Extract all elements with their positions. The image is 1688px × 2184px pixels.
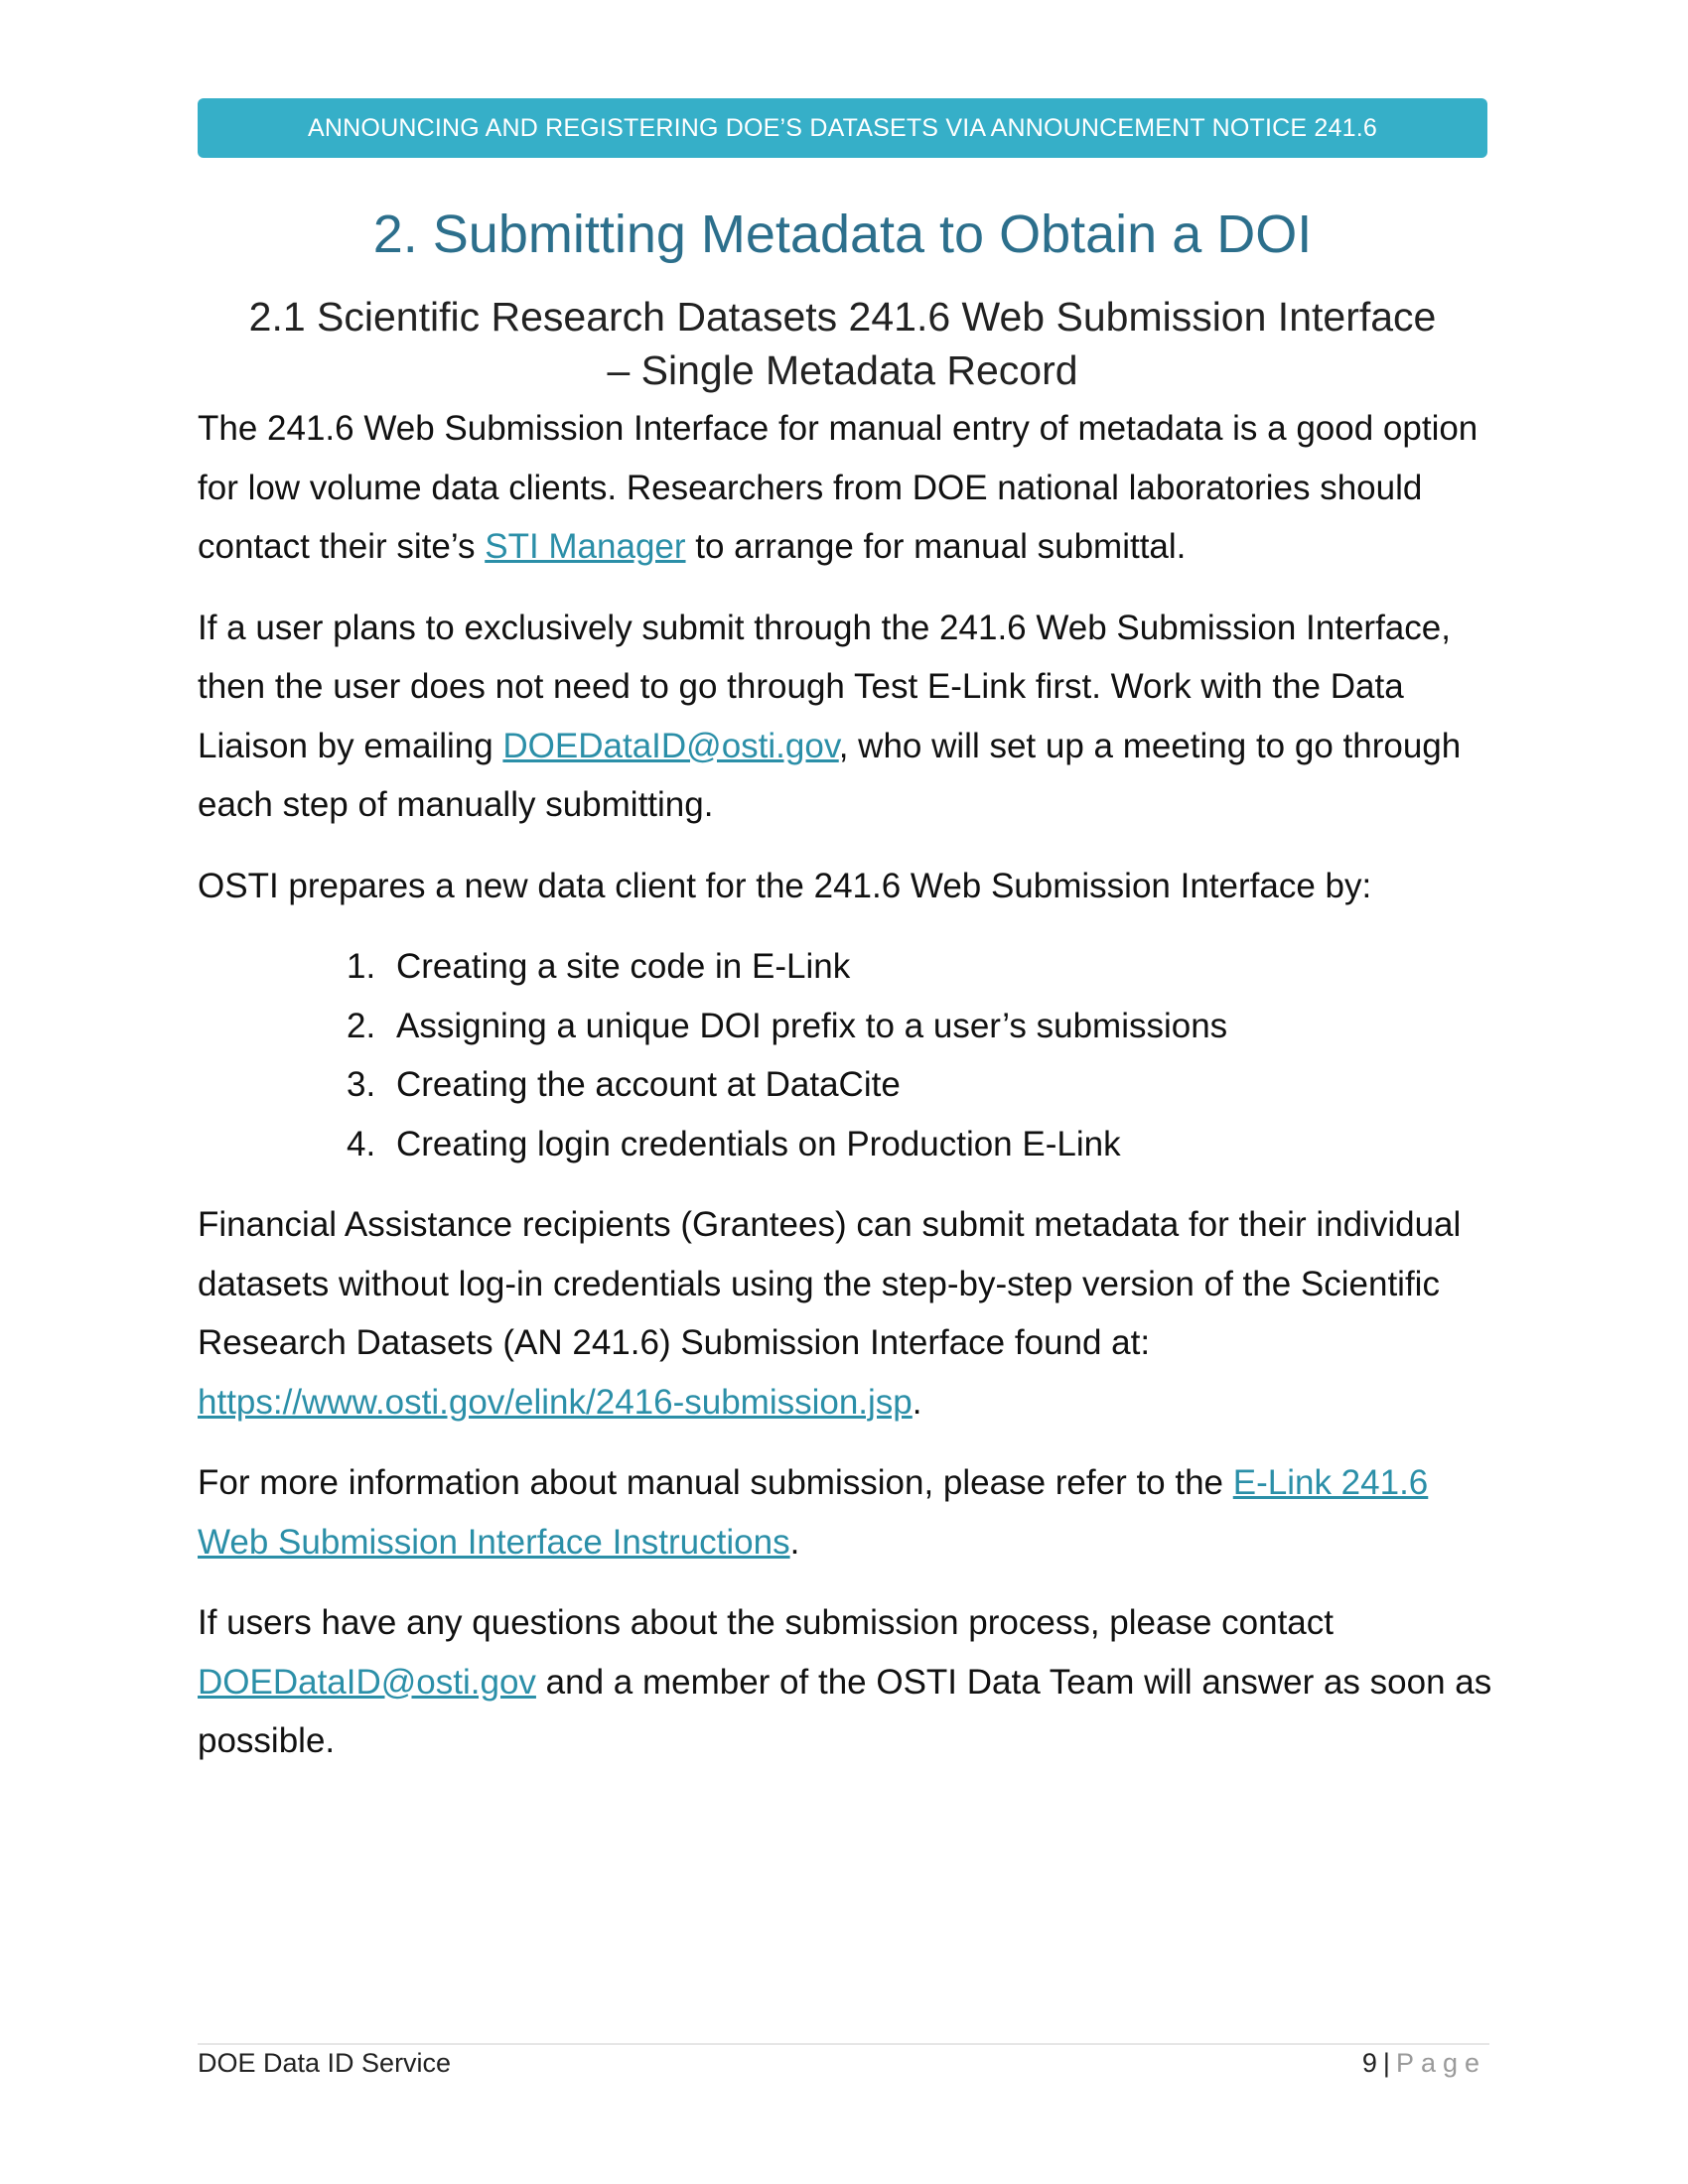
subsection-heading-line2: – Single Metadata Record [607, 347, 1078, 393]
list-text: Creating a site code in E-Link [396, 947, 851, 986]
paragraph-text: Financial Assistance recipients (Grantees) can submit metadata for their individual datasets without log-in credentials using the step-by-step version of the Scientific Research Datasets (AN 241.6) Submission Interface found at: [198, 1205, 1462, 1362]
header-banner [198, 98, 1487, 158]
paragraph-more-info [198, 1453, 1492, 1571]
paragraph-financial-assistance [198, 1195, 1492, 1432]
list-text: Creating the account at DataCite [396, 1065, 901, 1104]
list-number: 2. [347, 1006, 376, 1045]
body-text [198, 399, 1492, 1793]
paragraph-text: . [789, 1522, 800, 1562]
paragraph-text: If a user plans to exclusively submit through the 241.6 Web Submission Interface, then the user does not need to go through Test E-Link first. Work with the Data Liaison by emailing [198, 608, 1451, 765]
subsection-heading-line1: 2.1 Scientific Research Datasets 241.6 Web Submission Interface [248, 294, 1437, 340]
page-number [1362, 2048, 1486, 2079]
paragraph-osti-prepares: OSTI prepares a new data client for the 241.6 Web Submission Interface by: [198, 866, 1372, 905]
list-text: Creating login credentials on Production E-Link [396, 1124, 1121, 1163]
list-item [198, 1055, 1492, 1115]
list-item [198, 997, 1492, 1056]
paragraph-exclusive-submit [198, 599, 1492, 835]
section-heading: 2. Submitting Metadata to Obtain a DOI [372, 205, 1313, 264]
paragraph-text: For more information about manual submission, please refer to the [198, 1463, 1233, 1502]
list-text: Assigning a unique DOI prefix to a user’s submissions [396, 1006, 1228, 1045]
footer-divider [198, 2043, 1489, 2045]
steps-list [198, 937, 1492, 1173]
page-separator: | [1382, 2048, 1390, 2078]
list-number: 4. [347, 1124, 376, 1163]
sti-manager-link[interactable]: STI Manager [485, 527, 686, 566]
paragraph-text: If users have any questions about the submission process, please contact [198, 1603, 1334, 1642]
list-number: 1. [347, 947, 376, 986]
paragraph-text: and a member of the OSTI Data Team will answer as soon as possible. [198, 1662, 1492, 1760]
page-number-value: 9 [1361, 2048, 1377, 2078]
email-link[interactable]: DOEDataID@osti.gov [502, 726, 839, 765]
page-label: Page [1395, 2048, 1486, 2078]
instructions-link[interactable]: E-Link 241.6 Web Submission Interface Instructions [198, 1463, 1429, 1562]
submission-url-link[interactable]: https://www.osti.gov/elink/2416-submission.jsp [198, 1382, 913, 1422]
paragraph-questions [198, 1593, 1492, 1771]
list-number: 3. [347, 1065, 376, 1104]
list-item [198, 1115, 1492, 1174]
list-item [198, 937, 1492, 997]
header-banner-text: ANNOUNCING AND REGISTERING DOE’S DATASETS VIA ANNOUNCEMENT NOTICE 241.6 [308, 113, 1377, 142]
email-link[interactable]: DOEDataID@osti.gov [198, 1662, 536, 1702]
footer-title: DOE Data ID Service [198, 2048, 452, 2078]
subsection-heading [198, 290, 1487, 397]
paragraph-text: to arrange for manual submittal. [685, 527, 1187, 566]
paragraph-text: , who will set up a meeting to go through each step of manually submitting. [198, 726, 1462, 824]
paragraph-text: . [912, 1382, 922, 1422]
paragraph-text: The 241.6 Web Submission Interface for manual entry of metadata is a good option for low volume data clients. Researchers from DOE national laboratories should contact their site’s [198, 409, 1478, 566]
paragraph-intro [198, 399, 1492, 577]
